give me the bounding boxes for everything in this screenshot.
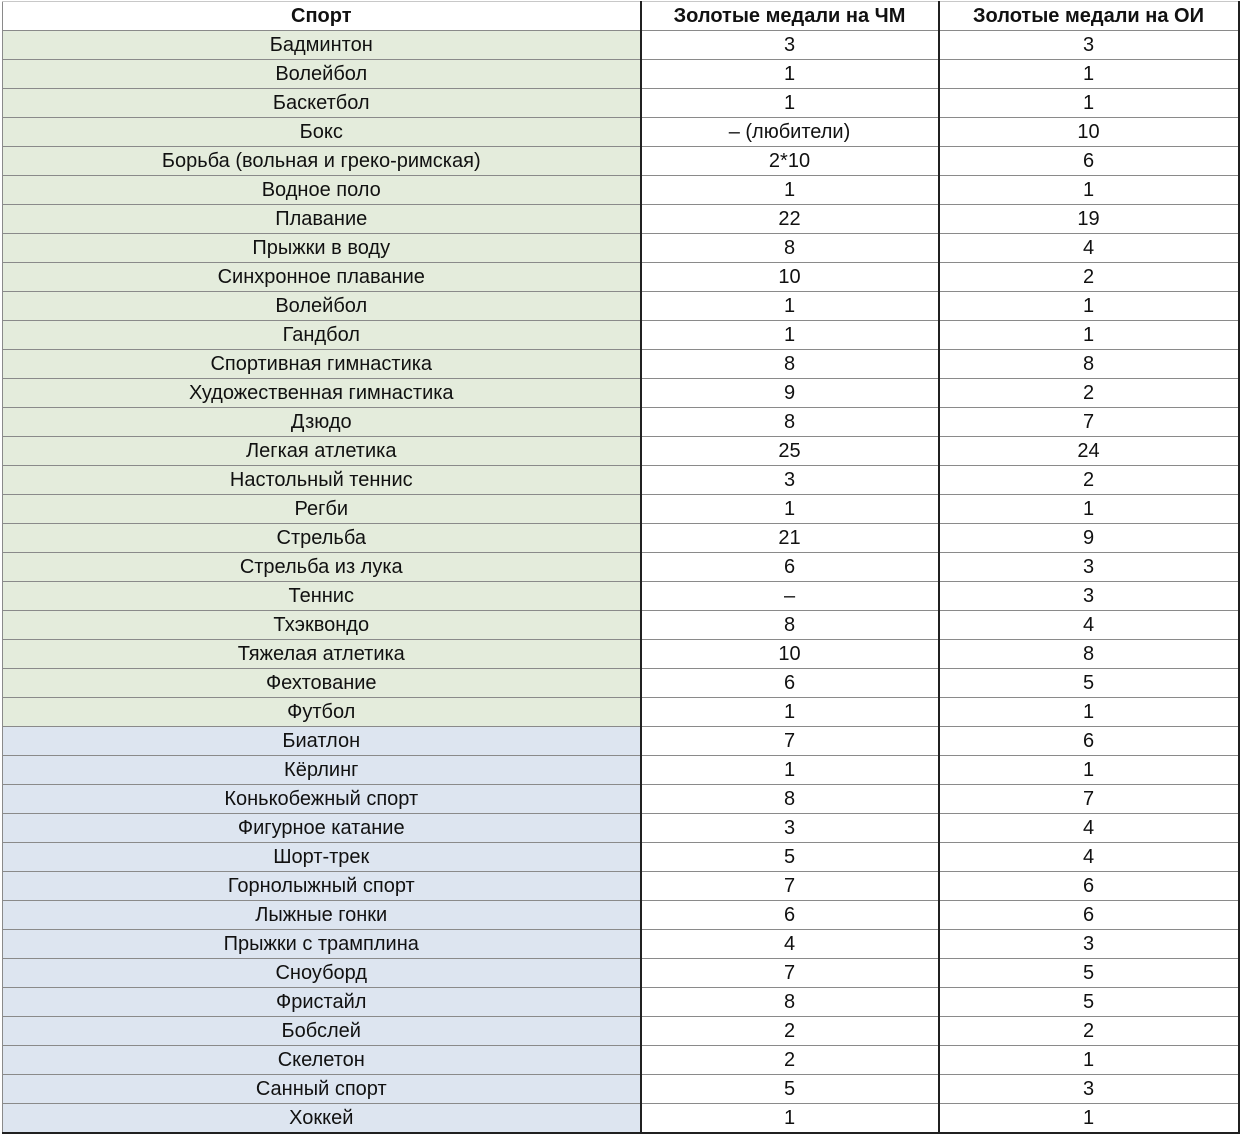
world-championships-cell[interactable]: 5 <box>641 843 939 872</box>
world-championships-cell[interactable]: 1 <box>641 89 939 118</box>
olympic-games-cell[interactable]: 8 <box>939 640 1239 669</box>
world-championships-cell[interactable]: 9 <box>641 379 939 408</box>
sport-cell[interactable]: Кёрлинг <box>3 756 641 785</box>
olympic-games-cell[interactable]: 2 <box>939 466 1239 495</box>
table-row <box>3 1046 1239 1075</box>
table-row <box>3 930 1239 959</box>
table-row <box>3 466 1239 495</box>
world-championships-cell[interactable]: 1 <box>641 292 939 321</box>
olympic-games-cell[interactable]: 5 <box>939 959 1239 988</box>
world-championships-cell[interactable]: 7 <box>641 959 939 988</box>
table-row <box>3 292 1239 321</box>
olympic-games-cell[interactable]: 1 <box>939 176 1239 205</box>
table-body <box>3 31 1239 1134</box>
sport-cell[interactable]: Настольный теннис <box>3 466 641 495</box>
olympic-games-cell[interactable]: 5 <box>939 988 1239 1017</box>
table-row <box>3 147 1239 176</box>
sport-cell[interactable]: Биатлон <box>3 727 641 756</box>
table-row <box>3 669 1239 698</box>
olympic-games-cell[interactable]: 6 <box>939 727 1239 756</box>
table-row <box>3 553 1239 582</box>
table-row <box>3 263 1239 292</box>
sport-cell[interactable]: Тяжелая атлетика <box>3 640 641 669</box>
table-row <box>3 89 1239 118</box>
sport-cell[interactable]: Волейбол <box>3 292 641 321</box>
sport-cell[interactable]: Волейбол <box>3 60 641 89</box>
sport-cell[interactable]: Сноуборд <box>3 959 641 988</box>
olympic-games-cell[interactable]: 4 <box>939 814 1239 843</box>
sport-cell[interactable]: Шорт-трек <box>3 843 641 872</box>
sport-cell[interactable]: Баскетбол <box>3 89 641 118</box>
world-championships-cell[interactable]: 7 <box>641 872 939 901</box>
olympic-games-cell[interactable]: 2 <box>939 263 1239 292</box>
olympic-games-cell[interactable]: 3 <box>939 1075 1239 1104</box>
sport-cell[interactable]: Плавание <box>3 205 641 234</box>
world-championships-cell[interactable]: 22 <box>641 205 939 234</box>
world-championships-cell[interactable]: 1 <box>641 60 939 89</box>
olympic-games-cell[interactable]: 3 <box>939 31 1239 60</box>
table-row <box>3 437 1239 466</box>
world-championships-cell[interactable]: 8 <box>641 785 939 814</box>
medals-table <box>2 1 1240 1134</box>
table-row <box>3 582 1239 611</box>
world-championships-cell[interactable]: 3 <box>641 814 939 843</box>
table-row <box>3 901 1239 930</box>
sport-cell[interactable]: Водное поло <box>3 176 641 205</box>
world-championships-cell[interactable]: 8 <box>641 408 939 437</box>
table-row <box>3 495 1239 524</box>
sport-cell[interactable]: Спортивная гимнастика <box>3 350 641 379</box>
world-championships-cell[interactable]: 1 <box>641 1104 939 1134</box>
sport-cell[interactable]: Гандбол <box>3 321 641 350</box>
sport-cell[interactable]: Горнолыжный спорт <box>3 872 641 901</box>
table-row <box>3 1104 1239 1134</box>
olympic-games-cell[interactable]: 3 <box>939 930 1239 959</box>
olympic-games-cell[interactable]: 3 <box>939 553 1239 582</box>
column-header-olympic-games[interactable]: Золотые медали на ОИ <box>939 2 1239 31</box>
world-championships-cell[interactable]: 8 <box>641 234 939 263</box>
world-championships-cell[interactable]: 2 <box>641 1017 939 1046</box>
table-row <box>3 988 1239 1017</box>
olympic-games-cell[interactable]: 7 <box>939 408 1239 437</box>
table-row <box>3 205 1239 234</box>
world-championships-cell[interactable]: – <box>641 582 939 611</box>
world-championships-cell[interactable]: 3 <box>641 466 939 495</box>
world-championships-cell[interactable]: 1 <box>641 756 939 785</box>
world-championships-cell[interactable]: 10 <box>641 263 939 292</box>
sport-cell[interactable]: Прыжки в воду <box>3 234 641 263</box>
world-championships-cell[interactable]: 7 <box>641 727 939 756</box>
olympic-games-cell[interactable]: 1 <box>939 292 1239 321</box>
table-row <box>3 60 1239 89</box>
table-row <box>3 118 1239 147</box>
world-championships-cell[interactable]: 2*10 <box>641 147 939 176</box>
sport-cell[interactable]: Футбол <box>3 698 641 727</box>
olympic-games-cell[interactable]: 10 <box>939 118 1239 147</box>
olympic-games-cell[interactable]: 1 <box>939 321 1239 350</box>
table-row <box>3 31 1239 60</box>
olympic-games-cell[interactable]: 2 <box>939 1017 1239 1046</box>
table-row <box>3 234 1239 263</box>
sport-cell[interactable]: Легкая атлетика <box>3 437 641 466</box>
world-championships-cell[interactable]: 1 <box>641 321 939 350</box>
olympic-games-cell[interactable]: 24 <box>939 437 1239 466</box>
sport-cell[interactable]: Лыжные гонки <box>3 901 641 930</box>
sport-cell[interactable]: Санный спорт <box>3 1075 641 1104</box>
sport-cell[interactable]: Дзюдо <box>3 408 641 437</box>
sport-cell[interactable]: Синхронное плавание <box>3 263 641 292</box>
column-header-sport[interactable]: Спорт <box>3 2 641 31</box>
world-championships-cell[interactable]: 10 <box>641 640 939 669</box>
world-championships-cell[interactable]: 6 <box>641 553 939 582</box>
sport-cell[interactable]: Стрельба из лука <box>3 553 641 582</box>
table-row <box>3 640 1239 669</box>
sport-cell[interactable]: Хоккей <box>3 1104 641 1134</box>
table-row <box>3 1017 1239 1046</box>
sport-cell[interactable]: Скелетон <box>3 1046 641 1075</box>
olympic-games-cell[interactable]: 7 <box>939 785 1239 814</box>
column-header-world-championships[interactable]: Золотые медали на ЧМ <box>641 2 939 31</box>
olympic-games-cell[interactable]: 4 <box>939 611 1239 640</box>
sport-cell[interactable]: Теннис <box>3 582 641 611</box>
world-championships-cell[interactable]: 1 <box>641 495 939 524</box>
world-championships-cell[interactable]: 3 <box>641 31 939 60</box>
olympic-games-cell[interactable]: 4 <box>939 234 1239 263</box>
table-row <box>3 379 1239 408</box>
world-championships-cell[interactable]: 6 <box>641 669 939 698</box>
olympic-games-cell[interactable]: 2 <box>939 379 1239 408</box>
table-row <box>3 524 1239 553</box>
table-row <box>3 872 1239 901</box>
table-row <box>3 1075 1239 1104</box>
sport-cell[interactable]: Фехтование <box>3 669 641 698</box>
world-championships-cell[interactable]: 8 <box>641 611 939 640</box>
header-row <box>3 2 1239 31</box>
olympic-games-cell[interactable]: 6 <box>939 872 1239 901</box>
olympic-games-cell[interactable]: 1 <box>939 698 1239 727</box>
world-championships-cell[interactable]: 25 <box>641 437 939 466</box>
olympic-games-cell[interactable]: 1 <box>939 756 1239 785</box>
table-row <box>3 698 1239 727</box>
table-row <box>3 176 1239 205</box>
table-row <box>3 785 1239 814</box>
sport-cell[interactable]: Бадминтон <box>3 31 641 60</box>
olympic-games-cell[interactable]: 19 <box>939 205 1239 234</box>
table-row <box>3 959 1239 988</box>
world-championships-cell[interactable]: 21 <box>641 524 939 553</box>
world-championships-cell[interactable]: 1 <box>641 698 939 727</box>
world-championships-cell[interactable]: 2 <box>641 1046 939 1075</box>
sport-cell[interactable]: Стрельба <box>3 524 641 553</box>
world-championships-cell[interactable]: 8 <box>641 350 939 379</box>
world-championships-cell[interactable]: 1 <box>641 176 939 205</box>
table-header <box>3 2 1239 31</box>
world-championships-cell[interactable]: 5 <box>641 1075 939 1104</box>
sport-cell[interactable]: Прыжки с трамплина <box>3 930 641 959</box>
sport-cell[interactable]: Художественная гимнастика <box>3 379 641 408</box>
olympic-games-cell[interactable]: 3 <box>939 582 1239 611</box>
table-row <box>3 350 1239 379</box>
sport-cell[interactable]: Тхэквондо <box>3 611 641 640</box>
sport-cell[interactable]: Конькобежный спорт <box>3 785 641 814</box>
olympic-games-cell[interactable]: 6 <box>939 901 1239 930</box>
sport-cell[interactable]: Регби <box>3 495 641 524</box>
olympic-games-cell[interactable]: 1 <box>939 1046 1239 1075</box>
olympic-games-cell[interactable]: 6 <box>939 147 1239 176</box>
olympic-games-cell[interactable]: 4 <box>939 843 1239 872</box>
table-row <box>3 843 1239 872</box>
sport-cell[interactable]: Бокс <box>3 118 641 147</box>
olympic-games-cell[interactable]: 1 <box>939 495 1239 524</box>
sport-cell[interactable]: Фристайл <box>3 988 641 1017</box>
olympic-games-cell[interactable]: 9 <box>939 524 1239 553</box>
table-row <box>3 321 1239 350</box>
world-championships-cell[interactable]: 4 <box>641 930 939 959</box>
table-row <box>3 408 1239 437</box>
sport-cell[interactable]: Борьба (вольная и греко-римская) <box>3 147 641 176</box>
sport-cell[interactable]: Фигурное катание <box>3 814 641 843</box>
world-championships-cell[interactable]: – (любители) <box>641 118 939 147</box>
olympic-games-cell[interactable]: 1 <box>939 1104 1239 1134</box>
table-row <box>3 611 1239 640</box>
olympic-games-cell[interactable]: 8 <box>939 350 1239 379</box>
world-championships-cell[interactable]: 6 <box>641 901 939 930</box>
table-row <box>3 814 1239 843</box>
table-row <box>3 756 1239 785</box>
olympic-games-cell[interactable]: 1 <box>939 89 1239 118</box>
sport-cell[interactable]: Бобслей <box>3 1017 641 1046</box>
world-championships-cell[interactable]: 8 <box>641 988 939 1017</box>
olympic-games-cell[interactable]: 5 <box>939 669 1239 698</box>
table-row <box>3 727 1239 756</box>
olympic-games-cell[interactable]: 1 <box>939 60 1239 89</box>
